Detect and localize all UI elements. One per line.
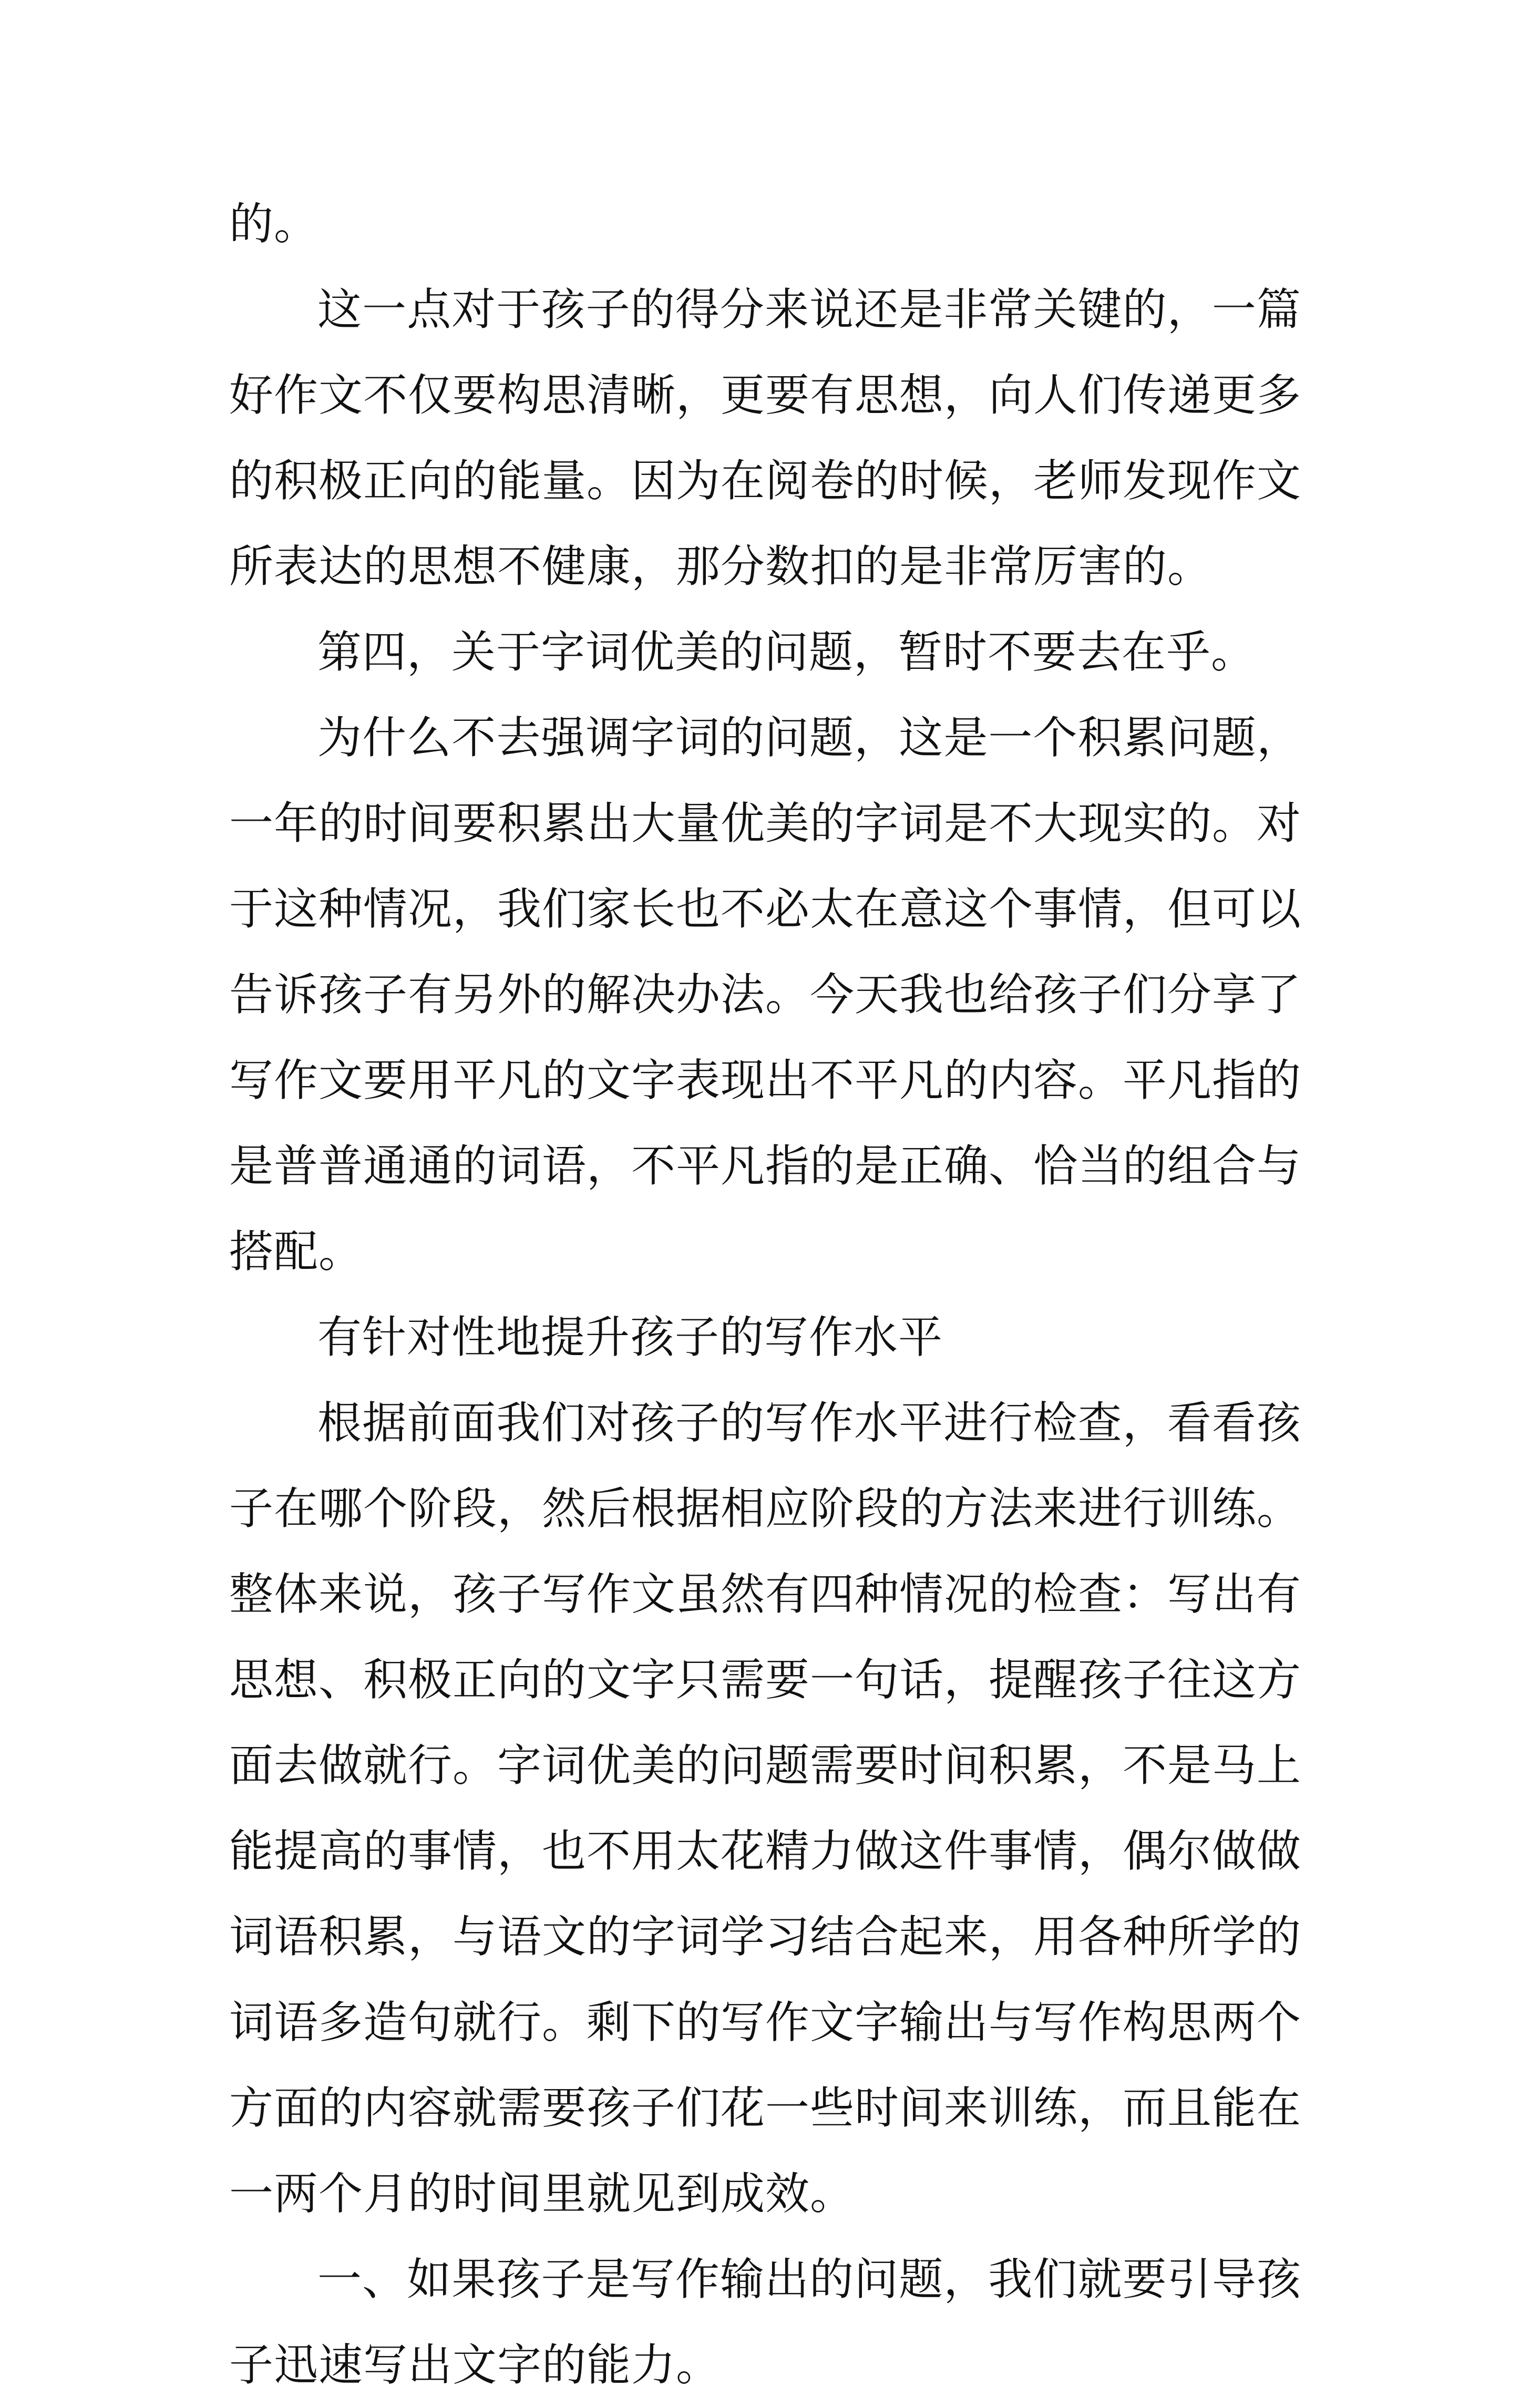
paragraph-training-plan: 根据前面我们对孩子的写作水平进行检查，看看孩子在哪个阶段，然后根据相应阶段的方法来进行训练。整体来说，孩子写作文虽然有四种情况的检查：写出有思想、积极正向的文字只需要一句话，提醒孩子往这方面去做就行。字词优美的问题需要时间积累，不是马上能提高的事情，也不用太花精力做这件事情，偶尔做做词语积累，与语文的字词学习结合起来，用各种所学的词语多造句就行。剩下的写作文字输出与写作构思两个方面的内容就需要孩子们花一些时间来训练，而且能在一两个月的时间里就见到成效。 xyxy=(229,1397,1302,2219)
paragraph-continuation: 的。 xyxy=(229,198,319,250)
document-body xyxy=(229,181,1301,2408)
paragraph-word-accumulation: 为什么不去强调字词的问题，这是一个积累问题，一年的时间要积累出大量优美的字词是不大现实的。对于这种情况，我们家长也不必太在意这个事情，但可以告诉孩子有另外的解决办法。今天我也给孩子们分享了写作文要用平凡的文字表现出不平凡的内容。平凡指的是普普通通的词语，不平凡指的是正确、恰当的组合与搭配。 xyxy=(229,712,1302,1277)
paragraph-output-problem: 一、如果孩子是写作输出的问题，我们就要引导孩子迅速写出文字的能力。 xyxy=(229,2254,1301,2391)
paragraph-point-four: 第四，关于字词优美的问题，暂时不要去在乎。 xyxy=(317,626,1256,678)
paragraph-thought-importance: 这一点对于孩子的得分来说还是非常关键的，一篇好作文不仅要构思清晰，更要有思想，向人们传递更多的积极正向的能量。因为在阅卷的时候，老师发现作文所表达的思想不健康，那分数扣的是非常厉害的。 xyxy=(229,284,1302,592)
section-heading: 有针对性地提升孩子的写作水平 xyxy=(317,1311,943,1363)
